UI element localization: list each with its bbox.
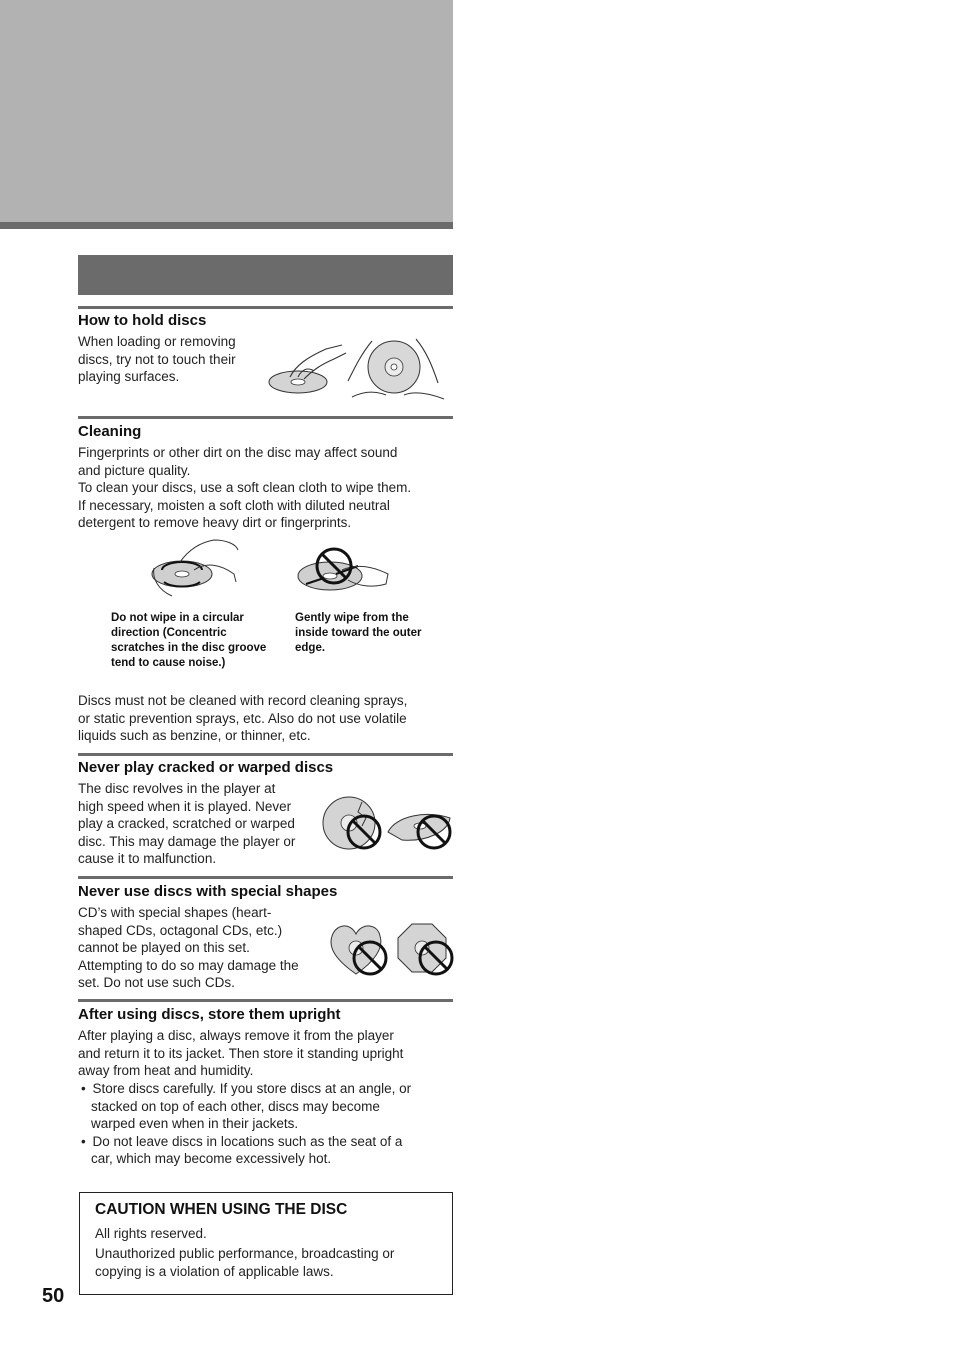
heading-cracked-warped: Never play cracked or warped discs bbox=[78, 759, 334, 776]
caution-line: Unauthorized public performance, broadcasting or copying is a violation of applicable laws. bbox=[95, 1246, 395, 1279]
header-rule bbox=[0, 222, 453, 229]
caption-circular-wipe: Do not wipe in a circular direction (Concentric scratches in the disc groove tend to cause noise.) bbox=[111, 612, 267, 669]
section-divider bbox=[78, 999, 453, 1002]
caution-title: CAUTION WHEN USING THE DISC bbox=[95, 1201, 348, 1218]
list-item: • Do not leave discs in locations such as the seat of a car, which may become excessively hot. bbox=[78, 1133, 450, 1168]
caution-line: All rights reserved. bbox=[95, 1226, 207, 1241]
cleaning-text: Fingerprints or other dirt on the disc may affect sound and picture quality. To clean your discs, use a soft clean cloth to wipe them. If necessary, moisten a soft cloth with diluted neutral detergent to remove heavy dirt or fingerprints. bbox=[78, 445, 412, 531]
section-divider bbox=[78, 753, 453, 756]
section-title-bar bbox=[78, 255, 453, 295]
heading-cleaning: Cleaning bbox=[78, 423, 142, 440]
wipe-circular-disc-icon bbox=[150, 538, 245, 600]
special-shapes-text: CD’s with special shapes (heart- shaped CDs, octagonal CDs, etc.) cannot be played on this set. Attempting to do so may damage the set. Do not use such CDs. bbox=[78, 905, 299, 991]
caption-outward-wipe: Gently wipe from the inside toward the outer edge. bbox=[295, 612, 422, 654]
hold-discs-text: When loading or removing discs, try not to touch their playing surfaces. bbox=[78, 334, 236, 385]
storage-bullet-list bbox=[78, 1080, 450, 1168]
octagonal-disc-icon bbox=[394, 922, 456, 978]
caution-box bbox=[79, 1192, 453, 1295]
heart-shaped-disc-icon bbox=[328, 920, 390, 978]
heading-special-shapes: Never use discs with special shapes bbox=[78, 883, 338, 900]
header-gray-block bbox=[0, 0, 453, 222]
list-item: • Store discs carefully. If you store discs at an angle, or stacked on top of each other, discs may become warped even when in their jackets. bbox=[78, 1080, 450, 1133]
hand-holding-disc-icon bbox=[268, 335, 448, 405]
page-number: 50 bbox=[42, 1285, 65, 1307]
heading-how-to-hold-discs: How to hold discs bbox=[78, 312, 207, 329]
section-divider bbox=[78, 306, 453, 309]
section-divider bbox=[78, 876, 453, 879]
cracked-disc-icon bbox=[322, 796, 384, 854]
store-upright-text: After playing a disc, always remove it from the player and return it to its jacket. Then store it standing upright away from heat and humidity. bbox=[78, 1028, 404, 1079]
warped-disc-icon bbox=[386, 806, 454, 852]
wipe-outward-disc-icon bbox=[296, 544, 392, 602]
cleaning-note-text: Discs must not be cleaned with record cleaning sprays, or static prevention sprays, etc. Also do not use volatile liquids such as benzine, or thinner, etc. bbox=[78, 693, 408, 744]
heading-store-upright: After using discs, store them upright bbox=[78, 1006, 341, 1023]
section-divider bbox=[78, 416, 453, 419]
cracked-warped-text: The disc revolves in the player at high speed when it is played. Never play a cracked, scratched or warped disc. This may damage the player or cause it to malfunction. bbox=[78, 781, 296, 867]
